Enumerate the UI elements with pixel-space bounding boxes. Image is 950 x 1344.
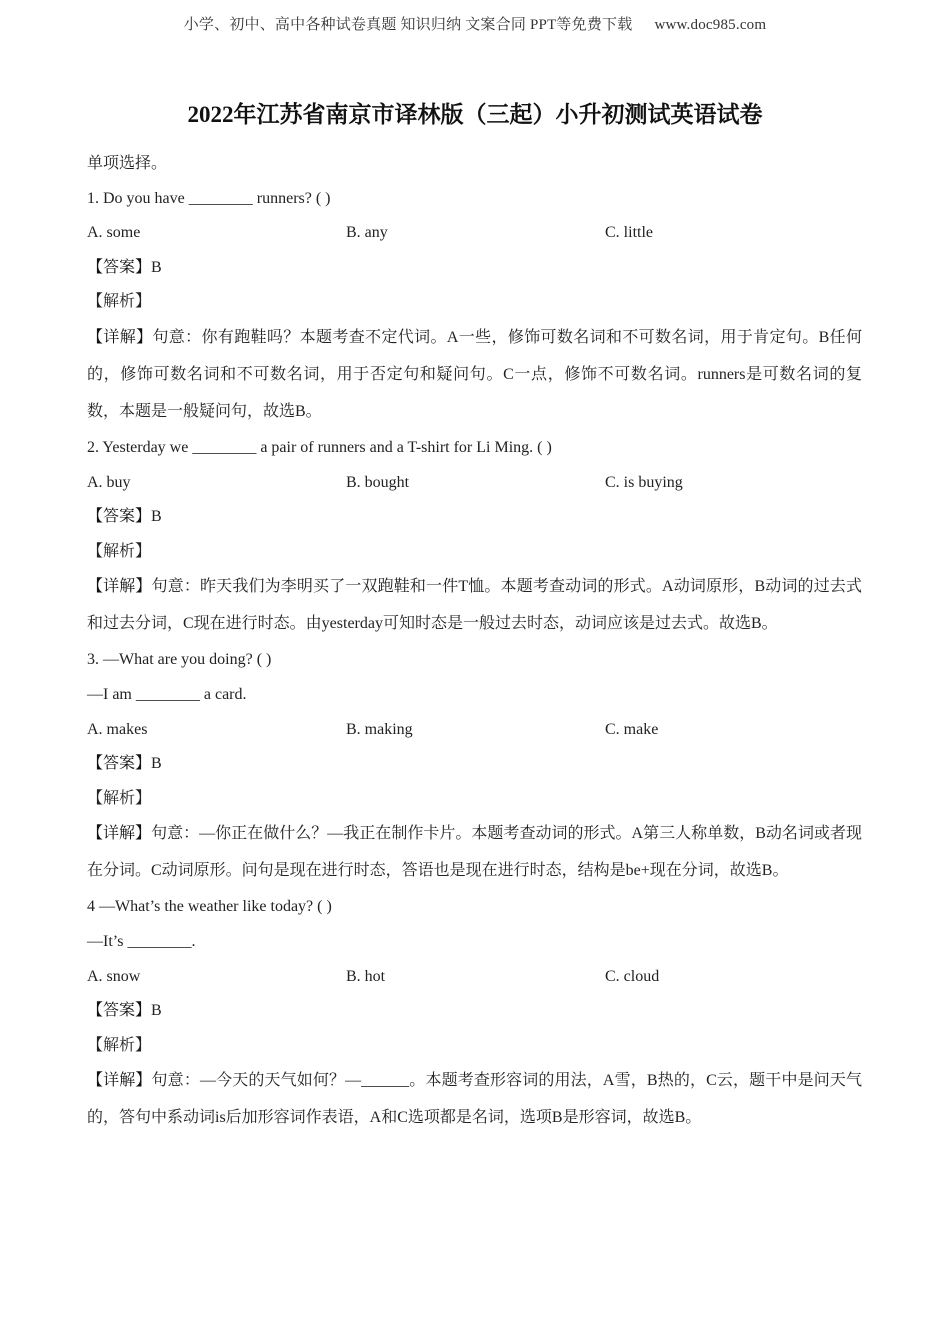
detail-text: 句意：—你正在做什么？—我正在制作卡片。本题考查动词的形式。A第三人称单数，B动名词或者现在分词。C动词原形。问句是现在进行时态，答语也是现在进行时态，结构是be+现在分词，故选B。 — [87, 825, 862, 880]
option-b: B. bought — [346, 473, 410, 491]
page-header — [0, 13, 950, 34]
header-text: 小学、初中、高中各种试卷真题 知识归纳 文案合同 PPT等免费下载 — [183, 17, 633, 33]
question-options — [87, 959, 862, 994]
question-stem: 3. —What are you doing? ( ) — [87, 651, 272, 669]
detail-paragraph — [87, 815, 862, 889]
answer-value: B — [151, 1002, 162, 1020]
option-c: C. make — [605, 720, 659, 738]
analysis-label: 【解析】 — [87, 542, 152, 560]
option-c: C. is buying — [605, 473, 683, 491]
question-options — [87, 465, 862, 500]
header-site: www.doc985.com — [654, 17, 767, 33]
question-stem-reply: —It’s ________. — [87, 932, 196, 950]
question-stem: 2. Yesterday we ________ a pair of runners and a T-shirt for Li Ming. ( ) — [87, 438, 552, 456]
detail-label: 【详解】 — [87, 1072, 152, 1090]
question-stem: 1. Do you have ________ runners? ( ) — [87, 189, 331, 207]
answer-label: 【答案】 — [87, 755, 152, 773]
question-options — [87, 712, 862, 747]
answer-value: B — [151, 755, 162, 773]
detail-paragraph — [87, 1062, 862, 1136]
detail-text: 句意：昨天我们为李明买了一双跑鞋和一件T恤。本题考查动词的形式。A动词原形，B动词的过去式和过去分词，C现在进行时态。由yesterday可知时态是一般过去时态，动词应该是过去式。故选B。 — [87, 578, 862, 633]
option-b: B. hot — [346, 967, 386, 985]
answer-label: 【答案】 — [87, 508, 152, 526]
answer-value: B — [151, 258, 162, 276]
option-a: A. some — [87, 224, 141, 242]
detail-label: 【详解】 — [87, 825, 152, 843]
detail-text: 句意：—今天的天气如何？—______。本题考查形容词的用法，A雪，B热的，C云，题干中是问天气的，答句中系动词is后加形容词作表语，A和C选项都是名词，选项B是形容词，故选B。 — [87, 1072, 862, 1127]
question-4 — [87, 889, 862, 1136]
detail-text: 句意：你有跑鞋吗？本题考查不定代词。A一些，修饰可数名词和不可数名词，用于肯定句。B任何的，修饰可数名词和不可数名词，用于否定句和疑问句。C一点，修饰不可数名词。runners是可数名词的复数，本题是一般疑问句，故选B。 — [87, 328, 862, 420]
option-b: B. any — [346, 224, 388, 242]
question-3 — [87, 642, 862, 889]
option-c: C. cloud — [605, 967, 660, 985]
question-stem: 4 —What’s the weather like today? ( ) — [87, 898, 332, 916]
analysis-label: 【解析】 — [87, 1036, 152, 1054]
exam-content — [87, 146, 862, 1136]
option-a: A. snow — [87, 967, 141, 985]
detail-label: 【详解】 — [87, 578, 152, 596]
question-options — [87, 215, 862, 250]
answer-line — [87, 746, 862, 781]
question-stem-reply: —I am ________ a card. — [87, 685, 247, 703]
page-title: 2022年江苏省南京市译林版（三起）小升初测试英语试卷 — [187, 102, 763, 127]
detail-label: 【详解】 — [87, 328, 153, 346]
answer-label: 【答案】 — [87, 1002, 152, 1020]
option-a: A. makes — [87, 720, 148, 738]
section-heading: 单项选择。 — [87, 155, 168, 172]
option-b: B. making — [346, 720, 413, 738]
option-a: A. buy — [87, 473, 131, 491]
answer-line — [87, 993, 862, 1028]
answer-value: B — [151, 508, 162, 526]
answer-label: 【答案】 — [87, 258, 152, 276]
analysis-label: 【解析】 — [87, 293, 152, 311]
answer-line — [87, 250, 862, 285]
question-1 — [87, 181, 862, 430]
analysis-label: 【解析】 — [87, 789, 152, 807]
question-2 — [87, 430, 862, 642]
answer-line — [87, 499, 862, 534]
detail-paragraph — [87, 568, 862, 642]
option-c: C. little — [605, 224, 653, 242]
detail-paragraph — [87, 319, 862, 430]
